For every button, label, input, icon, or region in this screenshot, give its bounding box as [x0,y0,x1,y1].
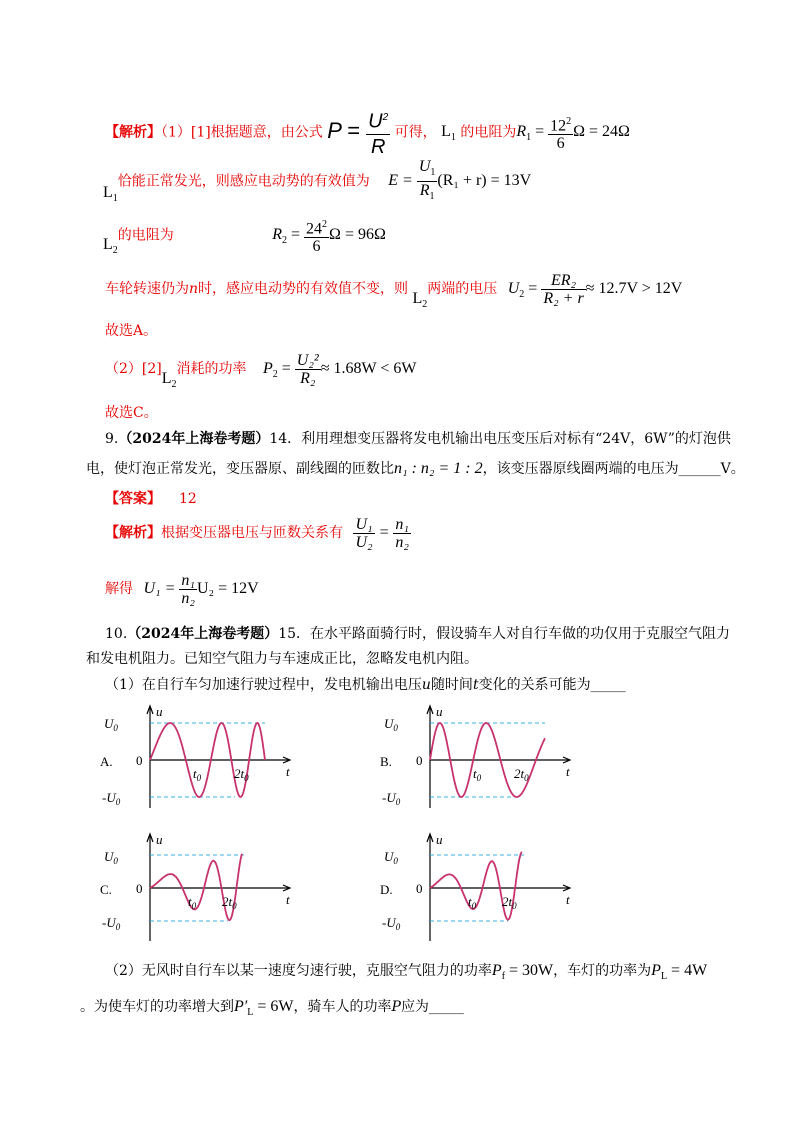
choose-a: 故选A。 [105,323,158,339]
pf-formula: $P_f = 30W$ [491,962,554,983]
r1-formula: $R_1$ = $\frac{12^2}{6}$ Ω = 24Ω [516,123,630,140]
analysis-intro: （1）[1]根据题意，由公式 [161,124,323,141]
emf-line [103,158,531,205]
neg-u0-label: $-U_0$ [382,915,401,932]
axis-u-label: u [436,832,443,847]
l2-label-3: $L_2$ [161,370,177,391]
axis-t-label: t [286,892,290,907]
r2-formula: $R_2$ = $\frac{24^2}{6}$ Ω = 96Ω [272,226,386,243]
analysis-tag: 【解析】 [105,124,161,141]
neg-u0-label: $-U_0$ [382,790,401,807]
formula-p-u2-r: P = $\frac{U^2}{R}$ [327,106,390,159]
t0-label: $t_0$ [473,766,482,783]
q10-line-1: 10.（2024年上海卷考题）15．在水平路面骑行时，假设骑车人对自行车做的功仅用于克服空气阻力 [105,626,731,642]
plp-formula: $P'_L = 6W$ [234,998,294,1019]
option-label: D. [380,882,393,897]
axis-u-label: u [156,704,163,719]
q9-line-1: 9.（2024年上海卷考题）14．利用理想变压器将发电机输出电压变压后对标有“24V，6W”的灯泡供 [105,431,731,447]
u2-formula: $U_2$ = $\frac{\text{ER₂}}{\text{R₂ + r}}$ ≈ 12.7V > 12V [507,272,683,307]
option-label: A. [100,754,113,769]
emf-formula: E = $\frac{U_1}{R_1}$ (R₁ + r) = 13V [388,158,532,203]
axis-t-label: t [566,892,570,907]
2t0-label: $2t_0$ [234,766,249,783]
neg-u0-label: $-U_0$ [102,915,121,932]
graph-c[interactable] [100,828,300,943]
u2-line: 车轮转速仍为n时，感应电动势的有效值不变，则 $L_2$两端的电压 $U_2$ = $\frac{\text{ER₂}}{\text{R₂ + r}}$ ≈ 12.7V > 12V [105,272,683,311]
neg-u0-label: $-U_0$ [102,790,121,807]
analysis-after: 可得， [394,124,437,141]
l1-label-2: $L_1$ [103,184,118,205]
t0-label: $t_0$ [193,766,202,783]
graph-a[interactable] [100,700,300,810]
emf-text: 恰能正常发光，则感应电动势的有效值为 [117,173,370,190]
graph-b[interactable] [380,700,580,810]
r2-line [103,216,386,255]
origin-label: 0 [136,753,143,768]
q10-line-2: 和发电机阻力。已知空气阻力与车速成正比，忽略发电机内阻。 [86,651,478,667]
u0-label: $U_0$ [104,849,118,866]
axis-t-label: t [286,764,290,779]
l1-label: $L_1$ [441,123,456,144]
q10-sub2-line-2: 。为使车灯的功率增大到$P'_L = 6W$，骑车人的功率P应为_____ [80,998,464,1019]
r2-text: 的电阻为 [117,227,174,244]
2t0-label: $2t_0$ [222,894,237,911]
2t0-label: $2t_0$ [502,894,517,911]
origin-label: 0 [416,753,423,768]
p2-formula: $P_2$ = $\frac{\text{U₂²}}{\text{R₂}}$ ≈ 1.68W < 6W [262,352,417,387]
q9-answer: 【答案】 12 [105,491,197,507]
analysis-line-1 [105,106,630,159]
l2-label-2: $L_2$ [412,290,428,311]
q9-analysis: 【解析】根据变压器电压与匝数关系有 $\frac{\text{U₁}}{\text{U₂}}$ = $\frac{\text{n₁}}{\text{n₂}}$ [105,516,409,551]
q10-sub2-line-1: （2）无风时自行车以某一速度匀速行驶，克服空气阻力的功率$P_f = 30W$，车灯的功率为$P_L = 4W$ [105,962,708,983]
t0-label: $t_0$ [188,894,197,911]
origin-label: 0 [416,881,423,896]
axis-u-label: u [156,832,163,847]
t0-label: $t_0$ [468,894,477,911]
axis-t-label: t [566,764,570,779]
p2-line: $(2)[2]L_2$消耗的功率 $P_2$ = $\frac{\text{U₂²}}{\text{R₂}}$ ≈ 1.68W < 6W [105,352,417,391]
axis-u-label: u [436,704,443,719]
option-label: C. [100,882,112,897]
l2-label: $L_2$ [103,236,118,257]
u0-label: $U_0$ [384,716,398,733]
u0-label: $U_0$ [384,849,398,866]
choose-c: 故选C。 [105,405,158,421]
resist-text: 的电阻为 [460,124,517,141]
graph-d[interactable] [380,828,580,943]
turns-ratio: n₁ : n₂ = 1 : 2 [394,460,483,477]
origin-label: 0 [136,881,143,896]
u0-label: $U_0$ [104,716,118,733]
pl-formula: $P_L = 4W$ [651,962,708,983]
q9-line-2: 电，使灯泡正常发光，变压器原、副线圈的匝数比n₁ : n₂ = 1 : 2，该变压器原线圈两端的电压为______V。 [86,460,745,477]
q9-ratio-formula: $\frac{\text{U₁}}{\text{U₂}}$ = $\frac{\text{n₁}}{\text{n₂}}$ [355,516,409,551]
q9-solve-formula: U₁ = $\frac{\text{n₁}}{\text{n₂}}$ U₂ = 12V [143,572,259,607]
2t0-label: $2t_0$ [514,766,529,783]
q10-sub1: （1）在自行车匀加速行驶过程中，发电机输出电压u随时间t变化的关系可能为_____ [105,677,626,693]
option-label: B. [380,754,392,769]
q9-solve: 解得 U₁ = $\frac{\text{n₁}}{\text{n₂}}$ U₂ = 12V [105,572,259,607]
